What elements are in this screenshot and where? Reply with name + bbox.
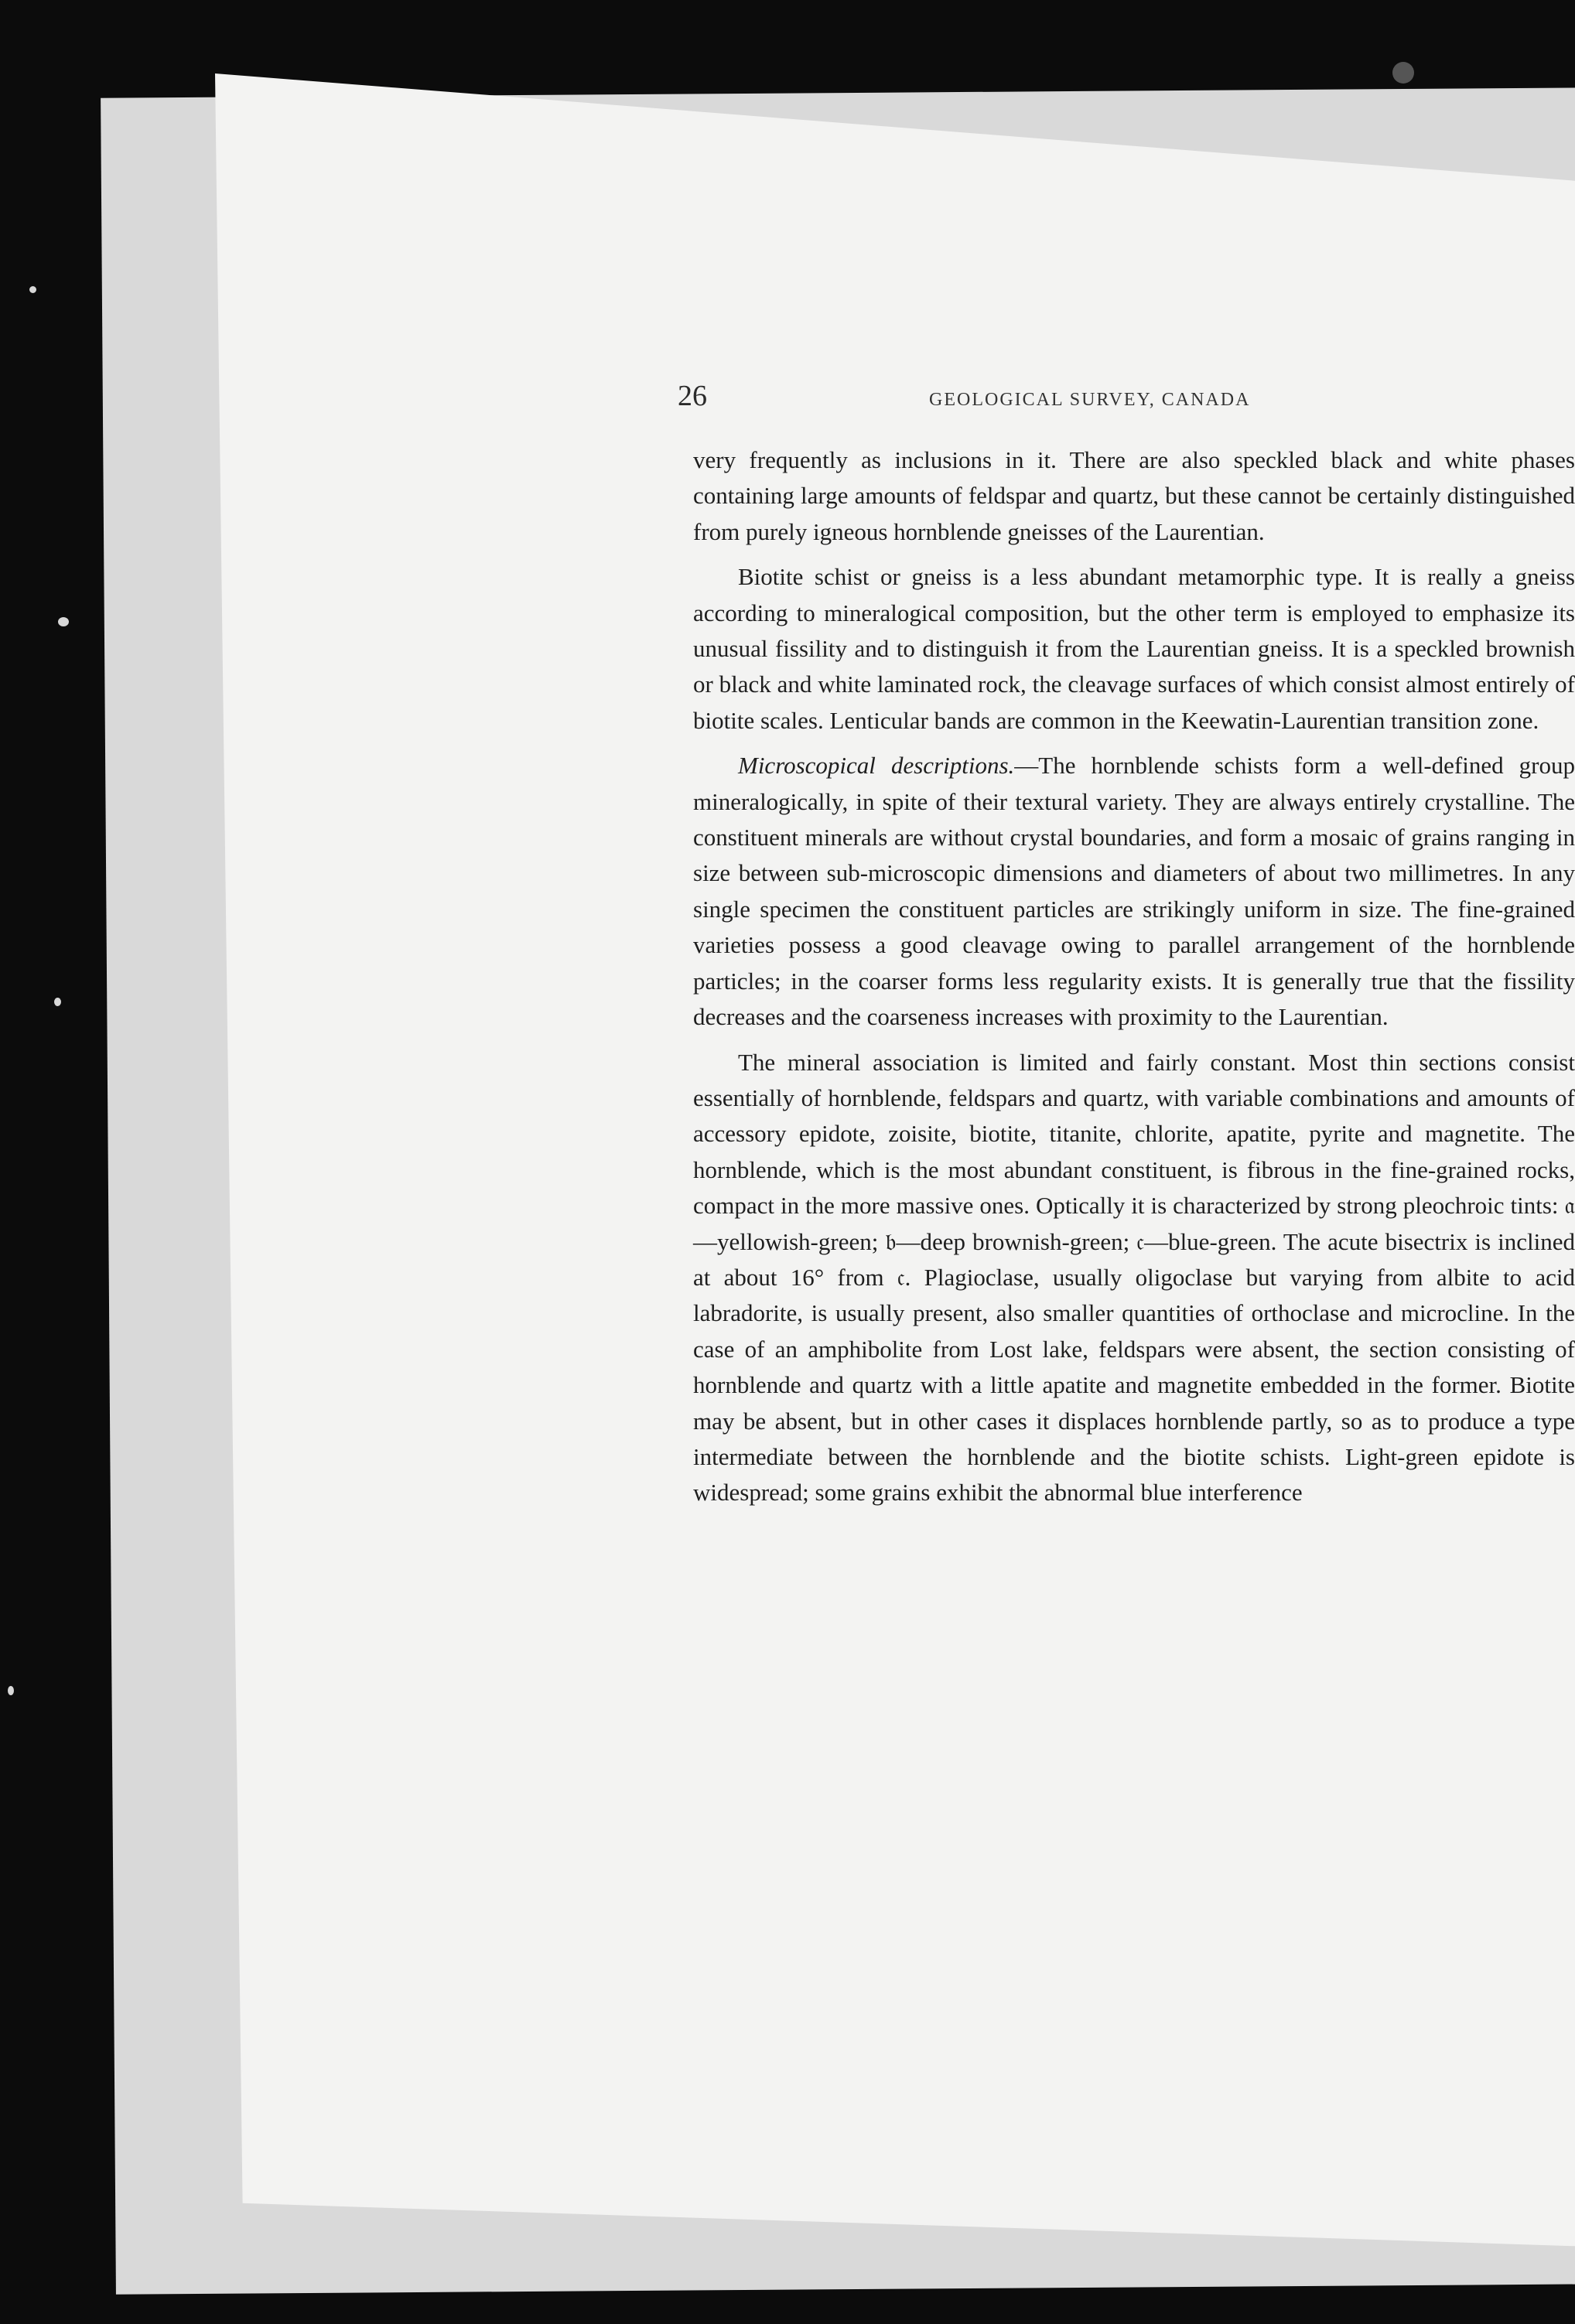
running-head: GEOLOGICAL SURVEY, CANADA <box>929 390 1251 410</box>
scan-speck <box>1392 62 1414 84</box>
section-heading: Microscopical descriptions. <box>738 752 1015 780</box>
paragraph: Biotite schist or gneiss is a less abundant metamorphic type. It is really a gneiss according to mineralogical composition, but the other term is employed to emphasize its unusual fissility and to distinguish it from the Laurentian gneiss. It is a speckled brownish or black and white laminated rock, the cleavage surfaces of which consist almost entirely of biotite scales. Lenticular bands are common in the Keewatin-Laurentian transition zone. <box>693 563 1575 734</box>
page-header <box>678 379 1575 425</box>
body-text <box>693 442 1575 1511</box>
page-number: 26 <box>678 380 707 412</box>
paragraph: very frequently as inclusions in it. There are also speckled black and white phases containing large amounts of feldspar and quartz, but these cannot be certainly distinguished from purely igneous hornblende gneisses of the Laurentian. <box>693 446 1575 545</box>
page-tear <box>888 63 924 83</box>
scan-speck <box>29 286 36 293</box>
paragraph-text: —The hornblende schists form a well-defined group mineralogically, in spite of their textural variety. They are always entirely crystalline. The constituent minerals are without crystal boundaries, and form a mosaic of grains ranging in size between sub-microscopic dimensions and diameters of about two millimetres. In any single specimen the constituent particles are strikingly uniform in size. The fine-grained varieties possess a good cleavage owing to parallel arrangement of the hornblende particles; in the coarser forms less regularity exists. It is generally true that the fissility decreases and the coarseness increases with proximity to the Laurentian. <box>693 752 1575 1031</box>
scan-speck <box>8 1686 14 1695</box>
paragraph <box>693 748 1575 1035</box>
paragraph: The mineral association is limited and fairly constant. Most thin sections consist essentially of hornblende, feldspars and quartz, with variable combinations and amounts of accessory epidote, zoisite, biotite, titanite, chlorite, apatite, pyrite and magnetite. The hornblende, which is the most abundant constituent, is fibrous in the fine-grained rocks, compact in the more massive ones. Optically it is characterized by strong pleochroic tints: 𝔞—yellowish-green; 𝔟—deep brownish-green; 𝔠—blue-green. The acute bisectrix is inclined at about 16° from 𝔠. Plagioclase, usually oligoclase but varying from albite to acid labradorite, is usually present, also smaller quantities of orthoclase and microcline. In the case of an amphibolite from Lost lake, feldspars were absent, the section consisting of hornblende and quartz with a little apatite and magnetite embedded in the former. Biotite may be absent, but in other cases it displaces hornblende partly, so as to produce a type intermediate between the hornblende and the biotite schists. Light-green epidote is widespread; some grains exhibit the abnormal blue interference <box>693 1048 1575 1507</box>
scan-speck <box>54 998 61 1006</box>
scan-speck <box>58 617 69 626</box>
